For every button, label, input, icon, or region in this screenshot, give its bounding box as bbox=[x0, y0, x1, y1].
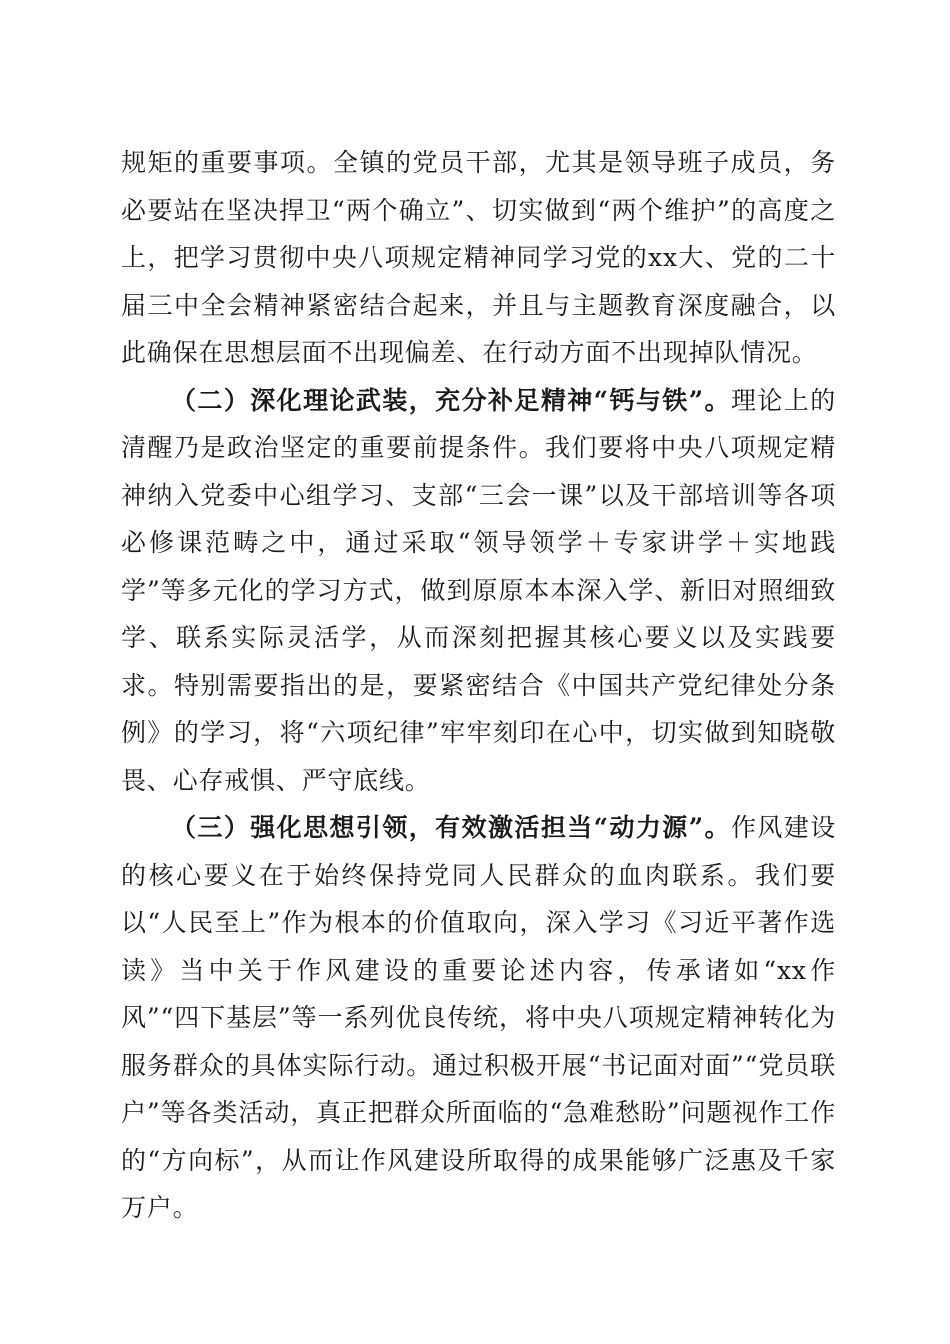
section-heading: （三）强化思想引领，有效激活担当“动力源”。 bbox=[171, 813, 731, 842]
paragraph-section-3 bbox=[121, 804, 836, 1232]
section-heading: （二）深化理论武装，充分补足精神“钙与铁”。 bbox=[171, 385, 731, 415]
paragraph-text: 理论上的清醒乃是政治坚定的重要前提条件。我们要将中央八项规定精神纳入党委中心组学习、支部“三会一课”以及干部培训等各项必修课范畴之中，通过采取“领导领学＋专家讲学＋实地践学”等多元化的学习方式，做到原原本本深入学、新旧对照细致学、联系实际灵活学，从而深刻把握其核心要义以及实践要求。特别需要指出的是，要紧密结合《中国共产党纪律处分条例》的学习，将“六项纪律”牢牢刻印在心中，切实做到知晓敬畏、心存戒惧、严守底线。 bbox=[121, 385, 836, 795]
paragraph-text: 规矩的重要事项。全镇的党员干部，尤其是领导班子成员，务必要站在坚决捍卫“两个确立”、切实做到“两个维护”的高度之上，把学习贯彻中央八项规定精神同学习党的xx大、党的二十届三中全会精神紧密结合起来，并且与主题教育深度融合，以此确保在思想层面不出现偏差、在行动方面不出现掉队情况。 bbox=[121, 148, 836, 367]
document-body bbox=[121, 139, 836, 1232]
paragraph-text: 作风建设的核心要义在于始终保持党同人民群众的血肉联系。我们要以“人民至上”作为根本的价值取向，深入学习《习近平著作选读》当中关于作风建设的重要论述内容，传承诸如“xx作风”“四下基层”等一系列优良传统，将中央八项规定精神转化为服务群众的具体实际行动。通过积极开展“书记面对面”“党员联户”等各类活动，真正把群众所面临的“急难愁盼”问题视作工作的“方向标”，从而让作风建设所取得的成果能够广泛惠及千家万户。 bbox=[121, 813, 836, 1222]
paragraph-continuation bbox=[121, 139, 836, 377]
paragraph-section-2 bbox=[121, 377, 836, 805]
